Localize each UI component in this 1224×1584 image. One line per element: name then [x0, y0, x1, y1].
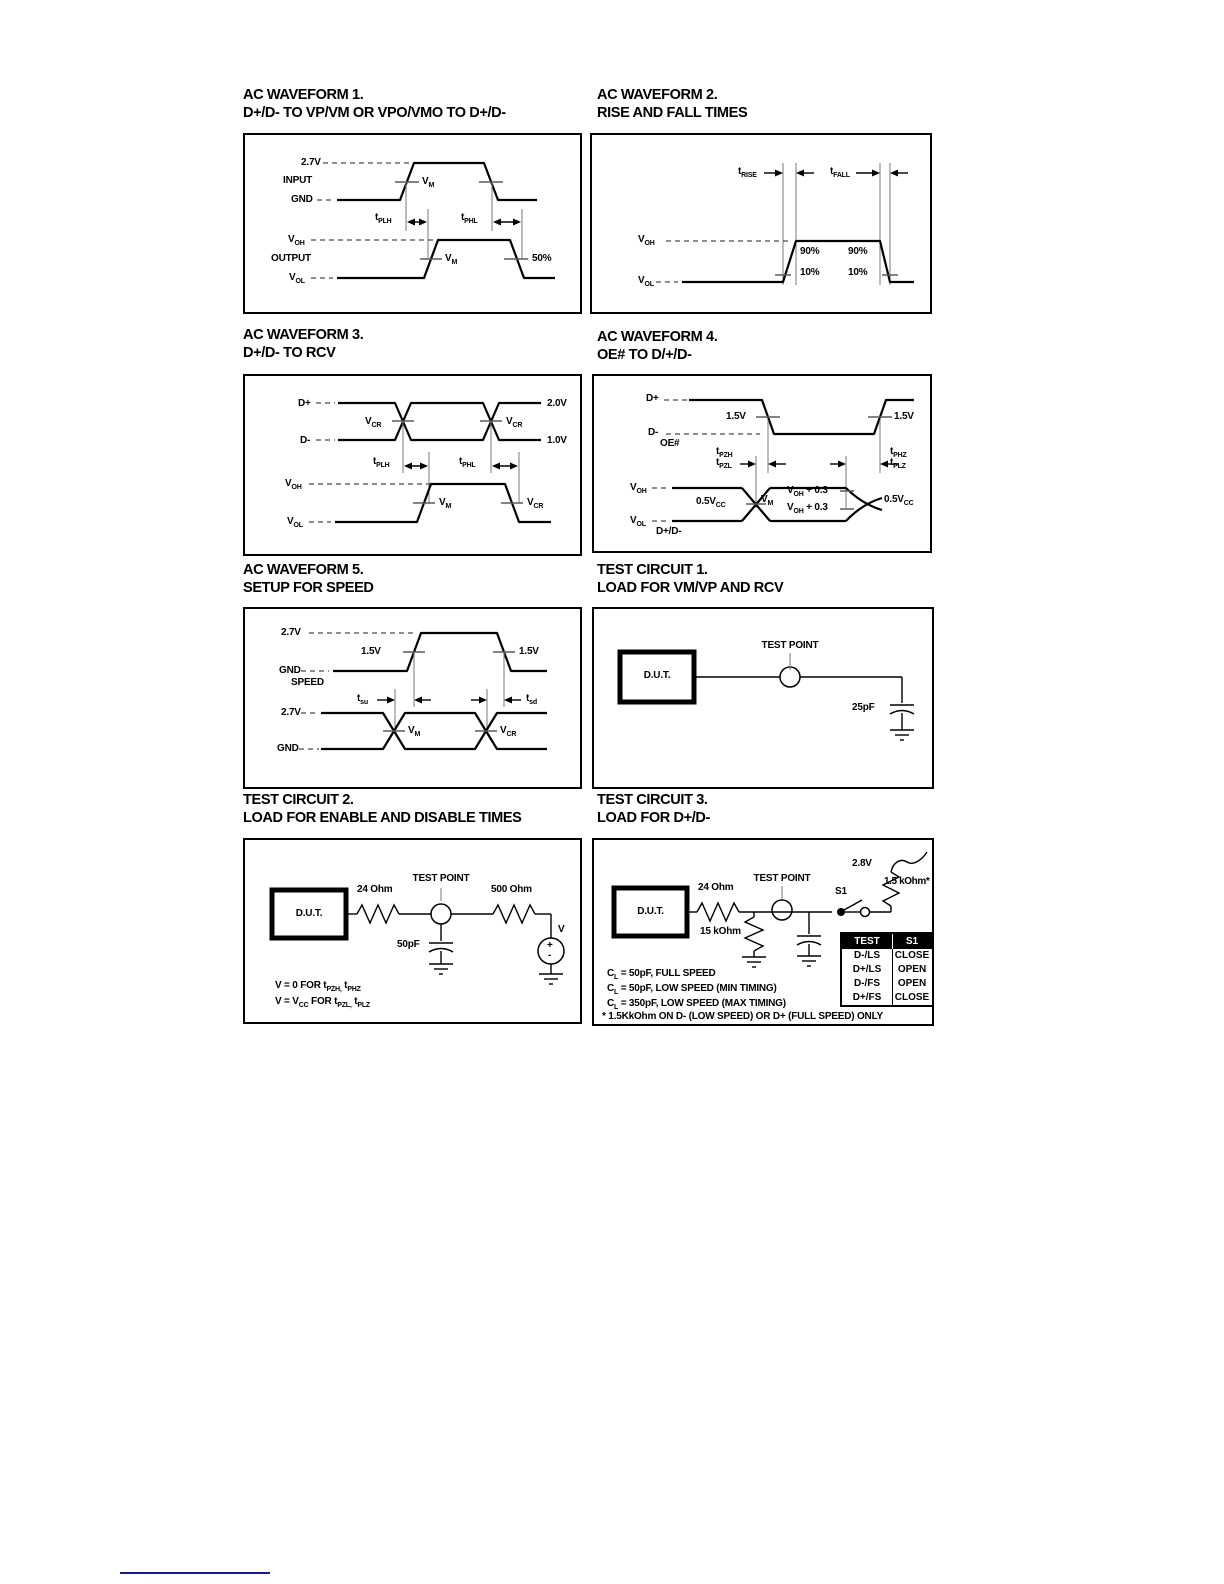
label-tphl: $t_{PHL}$: [461, 212, 478, 225]
label-tplz: $t_{PLZ}$: [890, 457, 906, 470]
label-vm-output: $V_M$: [439, 497, 452, 510]
label-15v-right: 1.5V: [894, 411, 914, 422]
label-trise: $t_{RISE}$: [738, 166, 757, 179]
waveform3-box: [243, 374, 582, 556]
label-speed: SPEED: [291, 677, 324, 688]
label-15kohm-star: 1.5 kOhm*: [884, 876, 930, 887]
s1-cell: D-/LS: [842, 949, 893, 963]
label-vcr: $V_{CR}$: [500, 725, 517, 738]
label-50pct: 50%: [532, 253, 552, 264]
label-500ohm: 500 Ohm: [491, 884, 532, 895]
title-line2: D+/D- TO RCV: [243, 343, 336, 361]
label-tpzl: $t_{PZL}$: [716, 457, 732, 470]
s1-cell: D+/LS: [842, 963, 893, 977]
s1-cell: CLOSE: [894, 992, 930, 1003]
s1-table-header: [842, 934, 932, 949]
label-dut: D.U.T.: [637, 906, 664, 917]
test-point-symbol: [772, 886, 792, 920]
label-test-point: TEST POINT: [412, 873, 470, 884]
label-test-point: TEST POINT: [753, 873, 811, 884]
label-tsd: $t_{sd}$: [526, 693, 537, 706]
label-tphl: $t_{PHL}$: [459, 456, 476, 469]
label-tfall: $t_{FALL}$: [830, 166, 850, 179]
panel-title: [243, 791, 521, 826]
waveform1-box: [243, 133, 582, 314]
label-25pf: 25pF: [852, 702, 875, 713]
label-vol: $V_{OL}$: [289, 272, 305, 285]
label-s1: S1: [835, 886, 847, 897]
title-line1: AC WAVEFORM 3.: [243, 326, 364, 343]
test-point-symbol: [780, 653, 800, 687]
note-cl-full-speed: $C_L = 50pF$, FULL SPEED: [607, 968, 716, 981]
panel-title: [597, 86, 747, 121]
title-line1: TEST CIRCUIT 2.: [243, 791, 354, 808]
label-05vcc-left: $0.5V_{CC}$: [696, 496, 726, 509]
label-dplus-dminus: D+/D-: [656, 526, 682, 537]
circuit2-box: [243, 838, 582, 1024]
label-27v-top: 2.7V: [281, 627, 301, 638]
label-15kohm: 15 kOhm: [700, 926, 741, 937]
label-dut: D.U.T.: [643, 670, 671, 681]
output-waveform: [656, 241, 914, 282]
label-10v: 1.0V: [547, 435, 567, 446]
label-dplus: D+: [646, 393, 659, 404]
label-input: INPUT: [283, 175, 313, 186]
label-gnd-top: GND: [279, 665, 301, 676]
note-vcc: $V = V_{CC}$ FOR $t_{PZL,}$ $t_{PLZ}$: [275, 996, 370, 1009]
label-vcr-output: $V_{CR}$: [527, 497, 544, 510]
title-line2: D+/D- TO VP/VM OR VPO/VMO TO D+/D-: [243, 103, 506, 121]
label-28v: 2.8V: [852, 858, 872, 869]
title-line2: LOAD FOR D+/D-: [597, 808, 710, 826]
s1-table-row: [842, 977, 932, 991]
s1-table-row: [842, 949, 932, 963]
capacitor-cl: [797, 912, 821, 966]
title-line2: RISE AND FALL TIMES: [597, 103, 748, 121]
label-voh: $V_{OH}$: [638, 234, 655, 247]
panel-title: [243, 86, 506, 121]
label-gnd-bottom: GND: [277, 743, 299, 754]
timing-guides: [377, 652, 521, 731]
label-tphz: $t_{PHZ}$: [890, 446, 907, 459]
circuit1-drawing: [594, 609, 932, 787]
capacitor-50pf: [429, 943, 453, 974]
label-15v-left: 1.5V: [726, 411, 746, 422]
label-24ohm: 24 Ohm: [698, 882, 734, 893]
resistor-24ohm: [346, 905, 399, 923]
speed-waveform: [301, 633, 547, 671]
label-90pct-fall: 90%: [848, 246, 868, 257]
label-dminus: D-: [648, 427, 659, 438]
s1-table-row: [842, 991, 932, 1005]
capacitor-symbol: [890, 705, 914, 730]
output-waveform: [309, 484, 551, 522]
label-dut: D.U.T.: [295, 908, 323, 919]
label-vm: $V_M$: [761, 494, 774, 507]
label-15v-right: 1.5V: [519, 646, 539, 657]
panel-title: [243, 561, 374, 596]
resistor-500ohm: [493, 905, 535, 923]
label-oe: OE#: [660, 438, 680, 449]
label-dminus: D-: [300, 435, 311, 446]
label-vol: $V_{OL}$: [287, 516, 303, 529]
switch-s1-symbol: [837, 900, 870, 917]
title-line2: SETUP FOR SPEED: [243, 578, 374, 596]
note-cl-low-speed-max: $C_L = 350pF$, LOW SPEED (MAX TIMING): [607, 998, 786, 1011]
oe-waveform: [664, 400, 914, 434]
label-voh: $V_{OH}$: [288, 234, 305, 247]
title-line1: TEST CIRCUIT 3.: [597, 791, 708, 808]
panel-title: [597, 328, 717, 363]
waveform4-box: [592, 374, 932, 553]
label-plus: +: [547, 940, 553, 951]
ground-symbol: [890, 730, 914, 740]
s1-cell: OPEN: [897, 964, 927, 975]
label-output: OUTPUT: [271, 253, 311, 264]
waveform5-box: [243, 607, 582, 789]
label-test-point: TEST POINT: [761, 640, 819, 651]
resistor-15kohm: [742, 912, 766, 967]
label-vm: $V_M$: [408, 725, 421, 738]
s1-table-row: [842, 963, 932, 977]
s1-cell: D+/FS: [842, 991, 893, 1005]
s1-cell: D-/FS: [842, 977, 893, 991]
label-15v-left: 1.5V: [361, 646, 381, 657]
label-tplh: $t_{PLH}$: [375, 212, 392, 225]
test-point-symbol: [431, 888, 451, 924]
s1-table-header-test: TEST: [842, 934, 893, 949]
label-vm-input: $V_M$: [422, 176, 435, 189]
label-27v: 2.7V: [301, 157, 321, 168]
label-20v: 2.0V: [547, 398, 567, 409]
title-line2: LOAD FOR ENABLE AND DISABLE TIMES: [243, 808, 522, 826]
circuit1-box: [592, 607, 934, 789]
label-tsu: $t_{su}$: [357, 693, 368, 706]
s1-cell: OPEN: [897, 978, 927, 989]
note-asterisk: * 1.5KkOhm ON D- (LOW SPEED) OR D+ (FULL SPEED) ONLY: [602, 1011, 884, 1022]
label-vsource: V: [558, 924, 565, 935]
footer-rule: [120, 1572, 270, 1574]
label-vcr-left: $V_{CR}$: [365, 416, 382, 429]
label-dplus: D+: [298, 398, 311, 409]
label-voh-plus03-bottom: $V_{OH} + 0.3$: [787, 502, 828, 515]
circuit3-box: [592, 838, 934, 1026]
title-line1: AC WAVEFORM 1.: [243, 86, 364, 103]
title-line1: AC WAVEFORM 5.: [243, 561, 364, 578]
title-line2: LOAD FOR VM/VP AND RCV: [597, 578, 784, 596]
label-05vcc-right: $0.5V_{CC}$: [884, 494, 914, 507]
wiring: [399, 914, 551, 941]
s1-cell: CLOSE: [894, 950, 930, 961]
label-10pct-rise: 10%: [800, 267, 820, 278]
note-v0: V = 0 FOR $t_{PZH,}$ $t_{PHZ}$: [275, 980, 361, 993]
s1-table-header-s1: S1: [905, 936, 919, 947]
panel-title: [597, 561, 783, 596]
waveform2-box: [590, 133, 932, 314]
label-24ohm: 24 Ohm: [357, 884, 393, 895]
label-minus: -: [548, 950, 552, 961]
panel-title: [597, 791, 710, 826]
label-27v-bottom: 2.7V: [281, 707, 301, 718]
label-tpzh: $t_{PZH}$: [716, 446, 733, 459]
label-voh-plus03-top: $V_{OH} + 0.3$: [787, 485, 828, 498]
label-vol: $V_{OL}$: [630, 515, 646, 528]
label-voh: $V_{OH}$: [285, 478, 302, 491]
s1-table: [840, 932, 934, 1007]
title-line2: OE# TO D/+/D-: [597, 345, 692, 363]
label-tplh: $t_{PLH}$: [373, 456, 390, 469]
label-voh: $V_{OH}$: [630, 482, 647, 495]
label-90pct-rise: 90%: [800, 246, 820, 257]
label-vol: $V_{OL}$: [638, 275, 654, 288]
title-line1: AC WAVEFORM 4.: [597, 328, 718, 345]
panel-title: [243, 326, 363, 361]
label-50pf: 50pF: [397, 939, 420, 950]
resistor-24ohm: [687, 903, 739, 921]
output-waveform: [311, 240, 555, 278]
title-line1: TEST CIRCUIT 1.: [597, 561, 708, 578]
label-vm-output: $V_M$: [445, 253, 458, 266]
label-vcr-right: $V_{CR}$: [506, 416, 523, 429]
note-cl-low-speed-min: $C_L = 50pF$, LOW SPEED (MIN TIMING): [607, 983, 777, 996]
title-line1: AC WAVEFORM 2.: [597, 86, 718, 103]
label-gnd: GND: [291, 194, 313, 205]
label-10pct-fall: 10%: [848, 267, 868, 278]
